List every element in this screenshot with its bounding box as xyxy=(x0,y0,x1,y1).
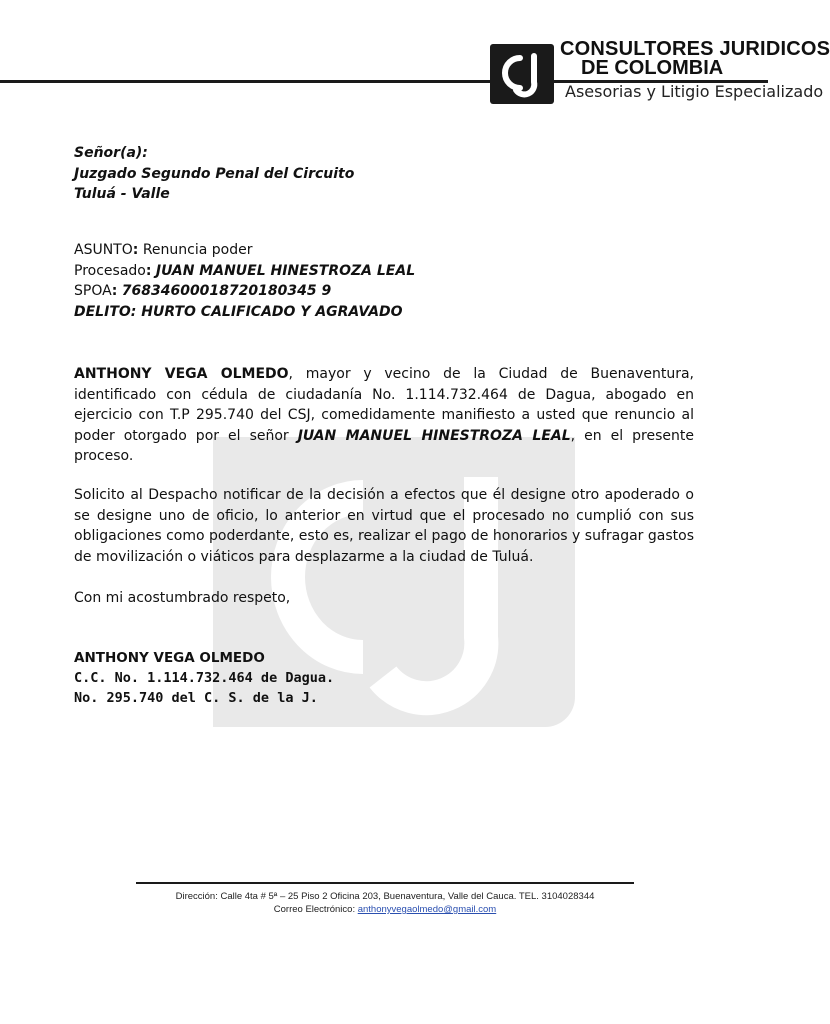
footer xyxy=(136,890,634,916)
brand-name-line1: CONSULTORES JURIDICOS xyxy=(560,38,830,60)
closing-line: Con mi acostumbrado respeto, xyxy=(74,590,291,606)
reference-block xyxy=(74,240,694,322)
spoa-label: SPOA xyxy=(74,283,112,299)
footer-rule xyxy=(136,882,634,884)
procesado-label: Procesado xyxy=(74,262,146,279)
paragraph-renuncia-text-a: , mayor y vecino de la Ciudad de Buenaventura, identificado con cédula de ciudadanía No. 1.114.732.464 de Dagua, abogado en ejercicio con T.P 295.740 del CSJ, comedidamente manifiesto a usted que renuncio al poder otorgado por el señor xyxy=(74,366,694,444)
asunto-value: Renuncia poder xyxy=(142,242,253,258)
procesado-value: JUAN MANUEL HINESTROZA LEAL xyxy=(155,262,416,279)
signature-block xyxy=(74,648,694,708)
paragraph-solicitud: Solicito al Despacho notificar de la decisión a efectos que él designe otro apoderado o se designe uno de oficio, lo anterior en virtud que el procesado no cumplió con sus obligaciones como poderdante, esto es, realizar el pago de honorarios y sufragar gastos de movilización o viáticos para desplazarme a la ciudad de Tuluá. xyxy=(74,487,694,565)
brand-name-line2: DE COLOMBIA xyxy=(581,57,724,79)
footer-address: Dirección: Calle 4ta # 5ª – 25 Piso 2 Oficina 203, Buenaventura, Valle del Cauca. TEL. 3104028344 xyxy=(175,891,595,902)
email-link[interactable]: anthonyvegaolmedo@gmail.com xyxy=(357,904,497,915)
procesado-line: Procesado: JUAN MANUEL HINESTROZA LEAL xyxy=(74,262,416,279)
client-name: JUAN MANUEL HINESTROZA LEAL xyxy=(297,427,571,444)
court-name: Juzgado Segundo Penal del Circuito xyxy=(74,165,355,182)
salutation: Señor(a): xyxy=(74,145,148,161)
asunto-label: ASUNTO xyxy=(74,242,133,258)
signature-name: ANTHONY VEGA OLMEDO xyxy=(74,650,265,666)
delito-line: DELITO: HURTO CALIFICADO Y AGRAVADO xyxy=(74,303,403,320)
spoa-line: SPOA: 76834600018720180345 9 xyxy=(74,283,332,299)
attorney-name: ANTHONY VEGA OLMEDO xyxy=(74,366,289,382)
signature-cc: C.C. No. 1.114.732.464 de Dagua. xyxy=(74,670,335,686)
footer-email-line xyxy=(136,903,634,916)
court-location: Tuluá - Valle xyxy=(74,186,170,202)
footer-email-label: Correo Electrónico: xyxy=(273,904,358,915)
addressee-block xyxy=(74,143,694,205)
asunto-line: ASUNTO: Renuncia poder xyxy=(74,242,253,258)
signature-tp: No. 295.740 del C. S. de la J. xyxy=(74,690,318,706)
paragraph-renuncia-text-b: , en el presente proceso. xyxy=(74,427,694,464)
brand-tagline: Asesorias y Litigio Especializado xyxy=(565,82,824,101)
spoa-value: 76834600018720180345 9 xyxy=(121,283,332,299)
cj-logo xyxy=(490,44,554,104)
paragraph-renuncia xyxy=(74,364,694,467)
